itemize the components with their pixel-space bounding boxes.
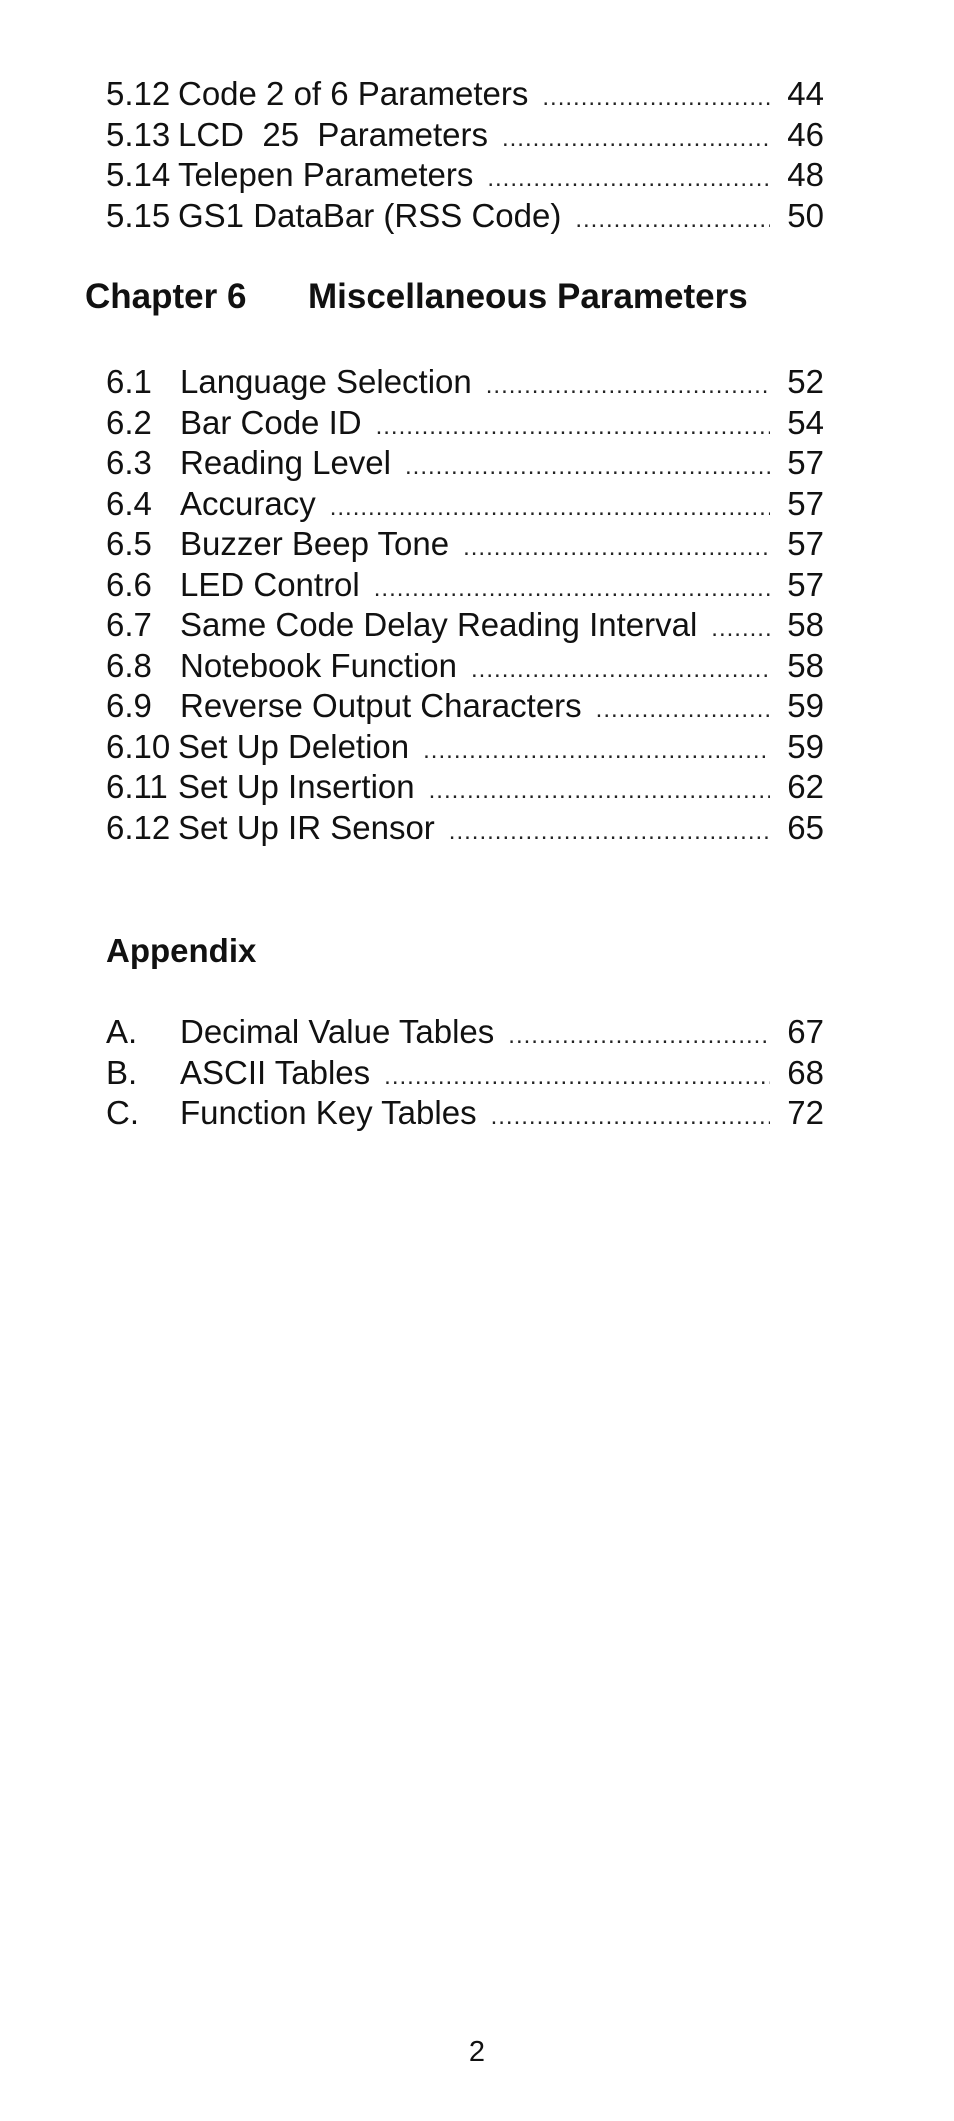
toc-leader-dots (330, 488, 770, 529)
toc-entry-title: Code 2 of 6 Parameters (178, 75, 529, 112)
toc-entry-page: 52 (787, 363, 824, 400)
toc-section-5-continued (106, 74, 824, 236)
toc-leader-dots (711, 609, 770, 650)
toc-entry-title: LCD 25 Parameters (178, 115, 488, 153)
toc-entry (106, 1053, 824, 1094)
toc-entry-title: Bar Code ID (180, 403, 362, 441)
toc-leader-dots (429, 771, 770, 812)
toc-entry-number: 5.14 (106, 156, 171, 193)
toc-leader-dots (471, 650, 770, 691)
toc-chapter-6 (106, 362, 824, 848)
toc-entry-number: B. (106, 1053, 138, 1091)
toc-entry (106, 605, 824, 646)
toc-entry-page: 67 (787, 1013, 824, 1050)
toc-leader-dots (487, 159, 770, 200)
toc-entry (106, 362, 824, 403)
toc-entry-number: A. (106, 1013, 138, 1050)
toc-entry-number: 6.11 (106, 768, 168, 805)
toc-entry-page: 46 (787, 115, 824, 153)
toc-leader-dots (405, 447, 770, 488)
toc-entry-number: 6.1 (106, 363, 152, 400)
toc-entry-title: Function Key Tables (180, 1094, 477, 1131)
toc-entry-page: 54 (787, 403, 824, 441)
toc-entry (106, 74, 824, 115)
page-number: 2 (468, 2036, 486, 2068)
toc-entry-title: Telepen Parameters (178, 156, 474, 193)
chapter-title: Miscellaneous Parameters (308, 277, 748, 316)
toc-entry-number: 5.12 (106, 75, 171, 112)
toc-entry (106, 1093, 824, 1134)
toc-entry-page: 59 (787, 727, 824, 765)
toc-entry-title: Buzzer Beep Tone (180, 525, 450, 562)
toc-leader-dots (486, 366, 770, 407)
toc-leader-dots (376, 407, 770, 448)
toc-entry-number: 6.5 (106, 525, 152, 562)
toc-entry (106, 524, 824, 565)
toc-entry-page: 57 (787, 444, 824, 481)
toc-entry (106, 443, 824, 484)
toc-leader-dots (463, 528, 770, 569)
toc-entry-page: 50 (787, 196, 824, 234)
toc-entry-number: C. (106, 1094, 139, 1131)
toc-entry-title: Language Selection (180, 363, 472, 400)
toc-entry-page: 44 (787, 75, 824, 112)
toc-entry (106, 115, 824, 156)
toc-entry-page: 57 (787, 565, 824, 603)
toc-leader-dots (542, 78, 770, 119)
toc-entry (106, 403, 824, 444)
toc-entry-number: 5.13 (106, 115, 171, 153)
toc-entry-title: Set Up Deletion (178, 727, 410, 765)
toc-entry (106, 686, 824, 727)
toc-entry (106, 196, 824, 237)
toc-entry (106, 767, 824, 808)
toc-entry-number: 6.4 (106, 484, 152, 522)
toc-leader-dots (596, 690, 770, 731)
toc-entry-number: 5.15 (106, 196, 171, 234)
toc-entry-page: 65 (787, 808, 824, 846)
toc-entry-title: ASCII Tables (180, 1053, 371, 1091)
toc-leader-dots (502, 119, 770, 160)
toc-leader-dots (374, 569, 770, 610)
toc-entry-page: 57 (787, 484, 824, 522)
toc-entry-number: 6.9 (106, 687, 152, 724)
toc-entry-title: Reading Level (180, 444, 391, 481)
toc-leader-dots (449, 812, 770, 853)
toc-entry (106, 155, 824, 196)
toc-entry-page: 58 (787, 606, 824, 643)
toc-entry-title: Reverse Output Characters (180, 687, 582, 724)
toc-entry-title: Set Up Insertion (178, 768, 415, 805)
toc-entry-number: 6.12 (106, 808, 171, 846)
toc-entry-number: 6.6 (106, 565, 152, 603)
chapter-heading (85, 274, 748, 320)
toc-appendix (106, 1012, 824, 1134)
toc-entry-title: Same Code Delay Reading Interval (180, 606, 698, 643)
toc-leader-dots (508, 1016, 770, 1057)
toc-leader-dots (575, 200, 770, 241)
toc-entry (106, 646, 824, 687)
toc-entry-page: 68 (787, 1053, 824, 1091)
toc-entry-title: LED Control (180, 565, 360, 603)
toc-leader-dots (384, 1057, 770, 1098)
toc-entry-title: Set Up IR Sensor (178, 808, 435, 846)
toc-entry-title: GS1 DataBar (RSS Code) (178, 196, 562, 234)
toc-entry (106, 1012, 824, 1053)
toc-entry-page: 57 (787, 525, 824, 562)
toc-entry-number: 6.2 (106, 403, 152, 441)
toc-leader-dots (491, 1097, 770, 1138)
toc-entry (106, 727, 824, 768)
toc-entry-page: 58 (787, 646, 824, 684)
toc-leader-dots (423, 731, 770, 772)
toc-entry-title: Decimal Value Tables (180, 1013, 495, 1050)
chapter-label: Chapter 6 (85, 277, 247, 316)
toc-entry-page: 62 (787, 768, 824, 805)
toc-entry-title: Notebook Function (180, 646, 458, 684)
toc-entry-page: 48 (787, 156, 824, 193)
toc-entry (106, 484, 824, 525)
toc-entry-number: 6.10 (106, 727, 171, 765)
toc-entry-number: 6.3 (106, 444, 152, 481)
toc-entry-page: 72 (787, 1094, 824, 1131)
toc-entry-page: 59 (787, 687, 824, 724)
appendix-heading: Appendix (106, 932, 257, 969)
toc-entry-number: 6.8 (106, 646, 152, 684)
toc-entry-title: Accuracy (180, 484, 316, 522)
toc-entry-number: 6.7 (106, 606, 152, 643)
toc-entry (106, 808, 824, 849)
toc-entry (106, 565, 824, 606)
